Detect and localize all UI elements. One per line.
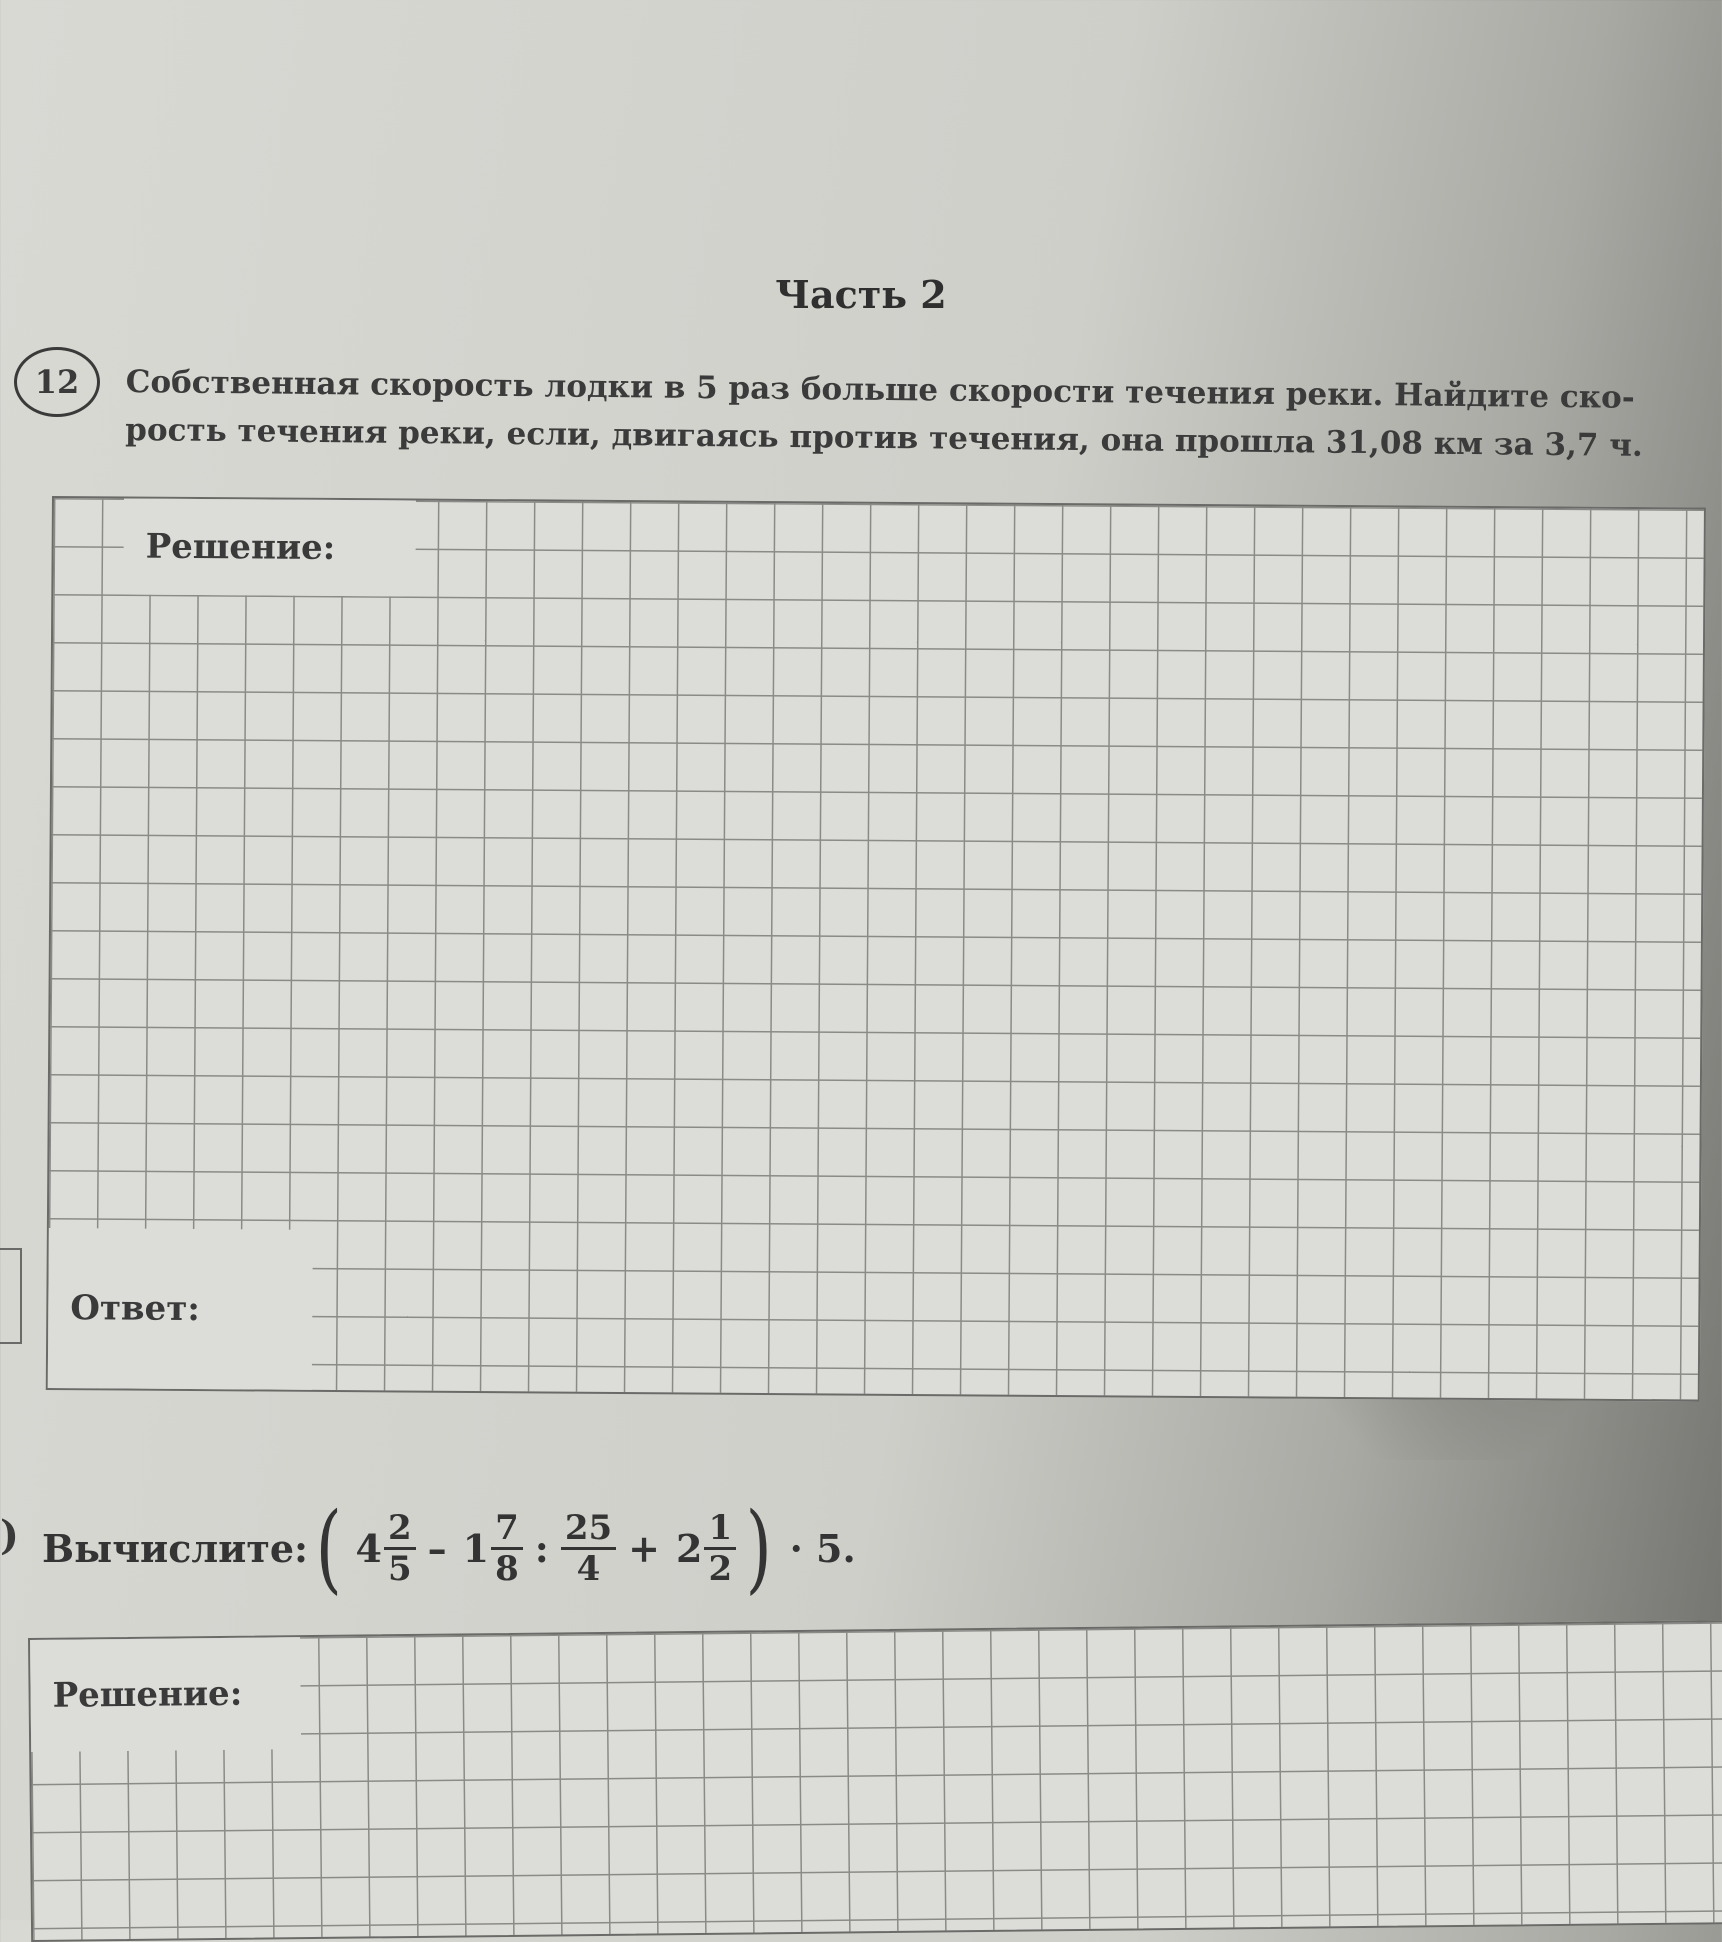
fraction: $\frac{2}{5}$ <box>384 1509 416 1588</box>
task-13-label: Вычислите: <box>42 1525 309 1571</box>
answer-label: Ответ: <box>48 1228 313 1390</box>
solution-label: Решение: <box>123 499 416 597</box>
mixed-whole: 2 <box>675 1525 703 1571</box>
fraction: $\frac{7}{8}$ <box>491 1509 523 1588</box>
part-title: Часть 2 <box>775 272 947 317</box>
fraction: $\frac{25}{4}$ <box>561 1509 616 1588</box>
open-paren: ( <box>315 1492 342 1604</box>
close-paren: ) <box>745 1492 772 1604</box>
task-number-12: 12 <box>14 347 100 417</box>
solution-label-2: Решение: <box>30 1637 301 1752</box>
task-13-answer-grid[interactable] <box>28 1620 1722 1942</box>
mixed-whole: 4 <box>355 1525 382 1571</box>
task-13-bracket: ) <box>0 1512 19 1559</box>
task-13-expression <box>42 1492 866 1604</box>
mixed-whole: 1 <box>462 1525 490 1571</box>
task-12-line-2: рость течения реки, если, двигаясь против течения, она прошла 31,08 км за 3,7 ч. <box>125 411 1643 464</box>
task-12-text <box>125 358 1686 470</box>
expression-tail: · 5. <box>789 1525 856 1571</box>
plus-sign: + <box>628 1525 660 1571</box>
fraction: $\frac{1}{2}$ <box>704 1509 736 1588</box>
minus-sign: – <box>427 1525 447 1571</box>
margin-box <box>0 1248 22 1344</box>
task-12-answer-grid[interactable] <box>46 496 1706 1402</box>
divide-sign: : <box>534 1525 549 1571</box>
task-12-line-1: Собственная скорость лодки в 5 раз больше скорости течения реки. Найдите ско- <box>125 363 1635 416</box>
